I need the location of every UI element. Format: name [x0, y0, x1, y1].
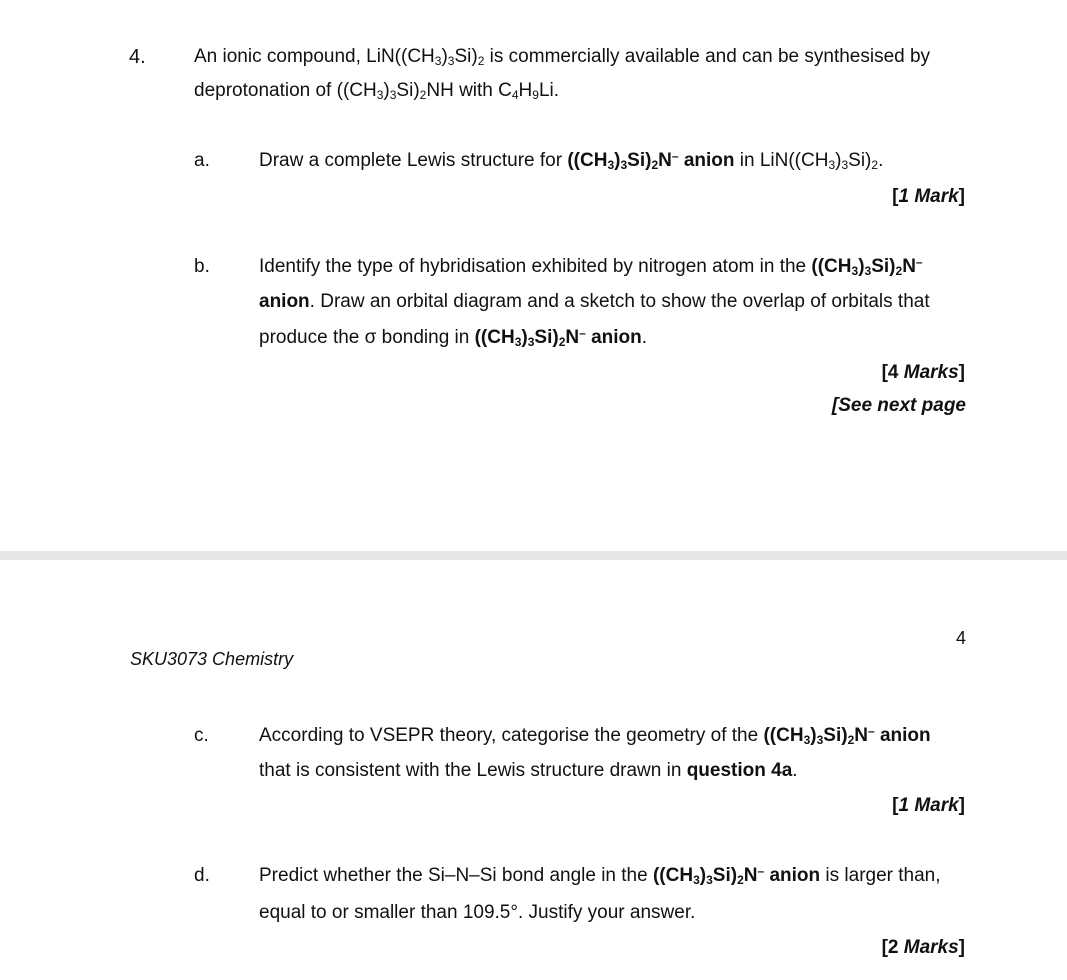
part-d-text-line-2: equal to or smaller than 109.5°. Justify your answer.: [259, 902, 696, 923]
part-b-marks: [4 Marks]: [881, 362, 965, 383]
part-b-letter: b.: [194, 256, 210, 277]
part-a-letter: a.: [194, 150, 210, 171]
course-header: SKU3073 Chemistry: [130, 649, 294, 669]
part-b-text-line-2: anion. Draw an orbital diagram and a sketch to show the overlap of orbitals that: [259, 291, 930, 312]
part-c-text-line-1: According to VSEPR theory, categorise the geometry of the $((CH_3)_3Si)_2N^-$ anion: [259, 724, 931, 747]
page-number: 4: [955, 628, 966, 648]
part-c-marks: [1 Mark]: [892, 795, 965, 816]
part-d-text-line-1: Predict whether the Si–N–Si bond angle in the $((CH_3)_3Si)_2N^-$ anion is larger than,: [259, 864, 941, 887]
see-next-page-note: [See next page: [831, 395, 966, 416]
part-d-letter: d.: [194, 865, 210, 886]
part-c-letter: c.: [194, 725, 209, 746]
part-b-text-line-1: Identify the type of hybridisation exhibited by nitrogen atom in the $((CH_3)_3Si)_2N^-$: [259, 255, 923, 278]
page-break-divider: [0, 551, 1067, 560]
question-number: 4.: [129, 46, 146, 68]
question-stem-line-1: An ionic compound, $LiN((CH_3)_3Si)_2$ is commercially available and can be synthesised by: [194, 46, 931, 68]
part-b-text-line-3: produce the σ bonding in $((CH_3)_3Si)_2N^-$ anion.: [259, 326, 648, 349]
question-stem-line-2: deprotonation of $((CH_3)_3Si)_2NH$ with $C_4H_9Li$.: [194, 80, 560, 102]
part-a-marks: [1 Mark]: [892, 186, 965, 207]
part-d-marks: [2 Marks]: [881, 937, 965, 958]
part-c-text-line-2: that is consistent with the Lewis structure drawn in question 4a.: [259, 760, 798, 781]
part-a-text: Draw a complete Lewis structure for $((CH_3)_3Si)_2N^-$ anion in $LiN((CH_3)_3Si)_2$.: [259, 149, 884, 172]
